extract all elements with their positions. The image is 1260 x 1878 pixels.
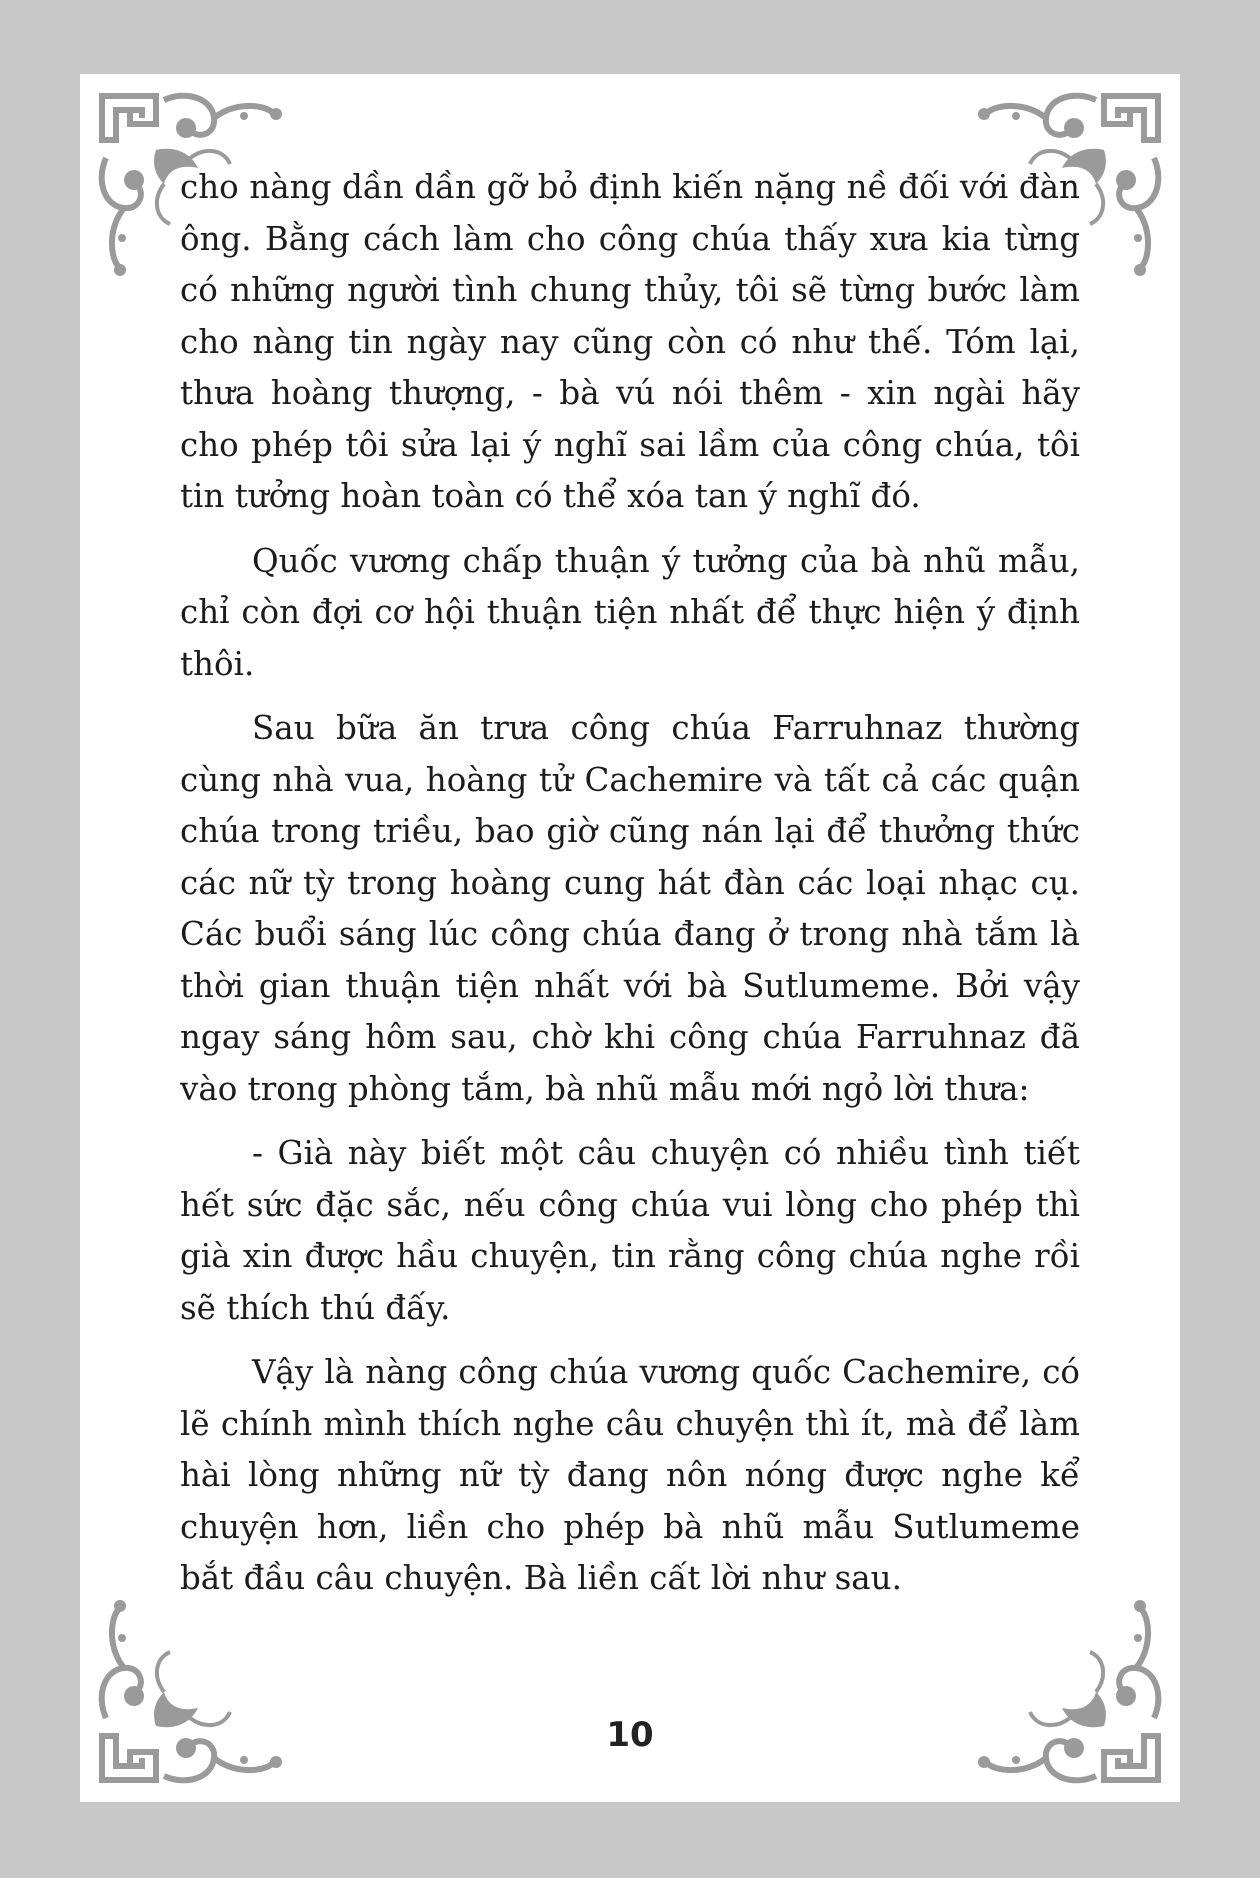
paragraph: Sau bữa ăn trưa công chúa Farruhnaz thường cùng nhà vua, hoàng tử Cachemire và tất cả các quận chúa trong triều, bao giờ cũng nán lại để thưởng thức các nữ tỳ trong hoàng cung hát đàn các loại nhạc cụ. Các buổi sáng lúc công chúa đang ở trong nhà tắm là thời gian thuận tiện nhất với bà Sutlumeme. Bởi vậy ngay sáng hôm sau, chờ khi công chúa Farruhnaz đã vào trong phòng tắm, bà nhũ mẫu mới ngỏ lời thưa: — [180, 709, 1080, 1108]
corner-ornament-icon — [94, 1588, 294, 1788]
paragraph: Vậy là nàng công chúa vương quốc Cachemire, có lẽ chính mình thích nghe câu chuyện thì ít, mà để làm hài lòng những nữ tỳ đang nôn nóng được nghe kể chuyện hơn, liền cho phép bà nhũ mẫu Sutlumeme bắt đầu câu chuyện. Bà liền cất lời như sau. — [180, 1353, 1080, 1597]
corner-ornament-icon — [966, 1588, 1166, 1788]
body-text — [180, 162, 1080, 1618]
paragraph: - Già này biết một câu chuyện có nhiều tình tiết hết sức đặc sắc, nếu công chúa vui lòng cho phép thì già xin được hầu chuyện, tin rằng công chúa nghe rồi sẽ thích thú đấy. — [180, 1134, 1080, 1327]
paragraph: Quốc vương chấp thuận ý tưởng của bà nhũ mẫu, chỉ còn đợi cơ hội thuận tiện nhất để thực hiện ý định thôi. — [180, 541, 1080, 683]
page-number: 10 — [606, 1715, 654, 1755]
book-page — [80, 74, 1180, 1802]
paragraph: cho nàng dần dần gỡ bỏ định kiến nặng nề đối với đàn ông. Bằng cách làm cho công chúa thấy xưa kia từng có những người tình chung thủy, tôi sẽ từng bước làm cho nàng tin ngày nay cũng còn có như thế. Tóm lại, thưa hoàng thượng, - bà vú nói thêm - xin ngài hãy cho phép tôi sửa lại ý nghĩ sai lầm của công chúa, tôi tin tưởng hoàn toàn có thể xóa tan ý nghĩ đó. — [180, 168, 1080, 515]
